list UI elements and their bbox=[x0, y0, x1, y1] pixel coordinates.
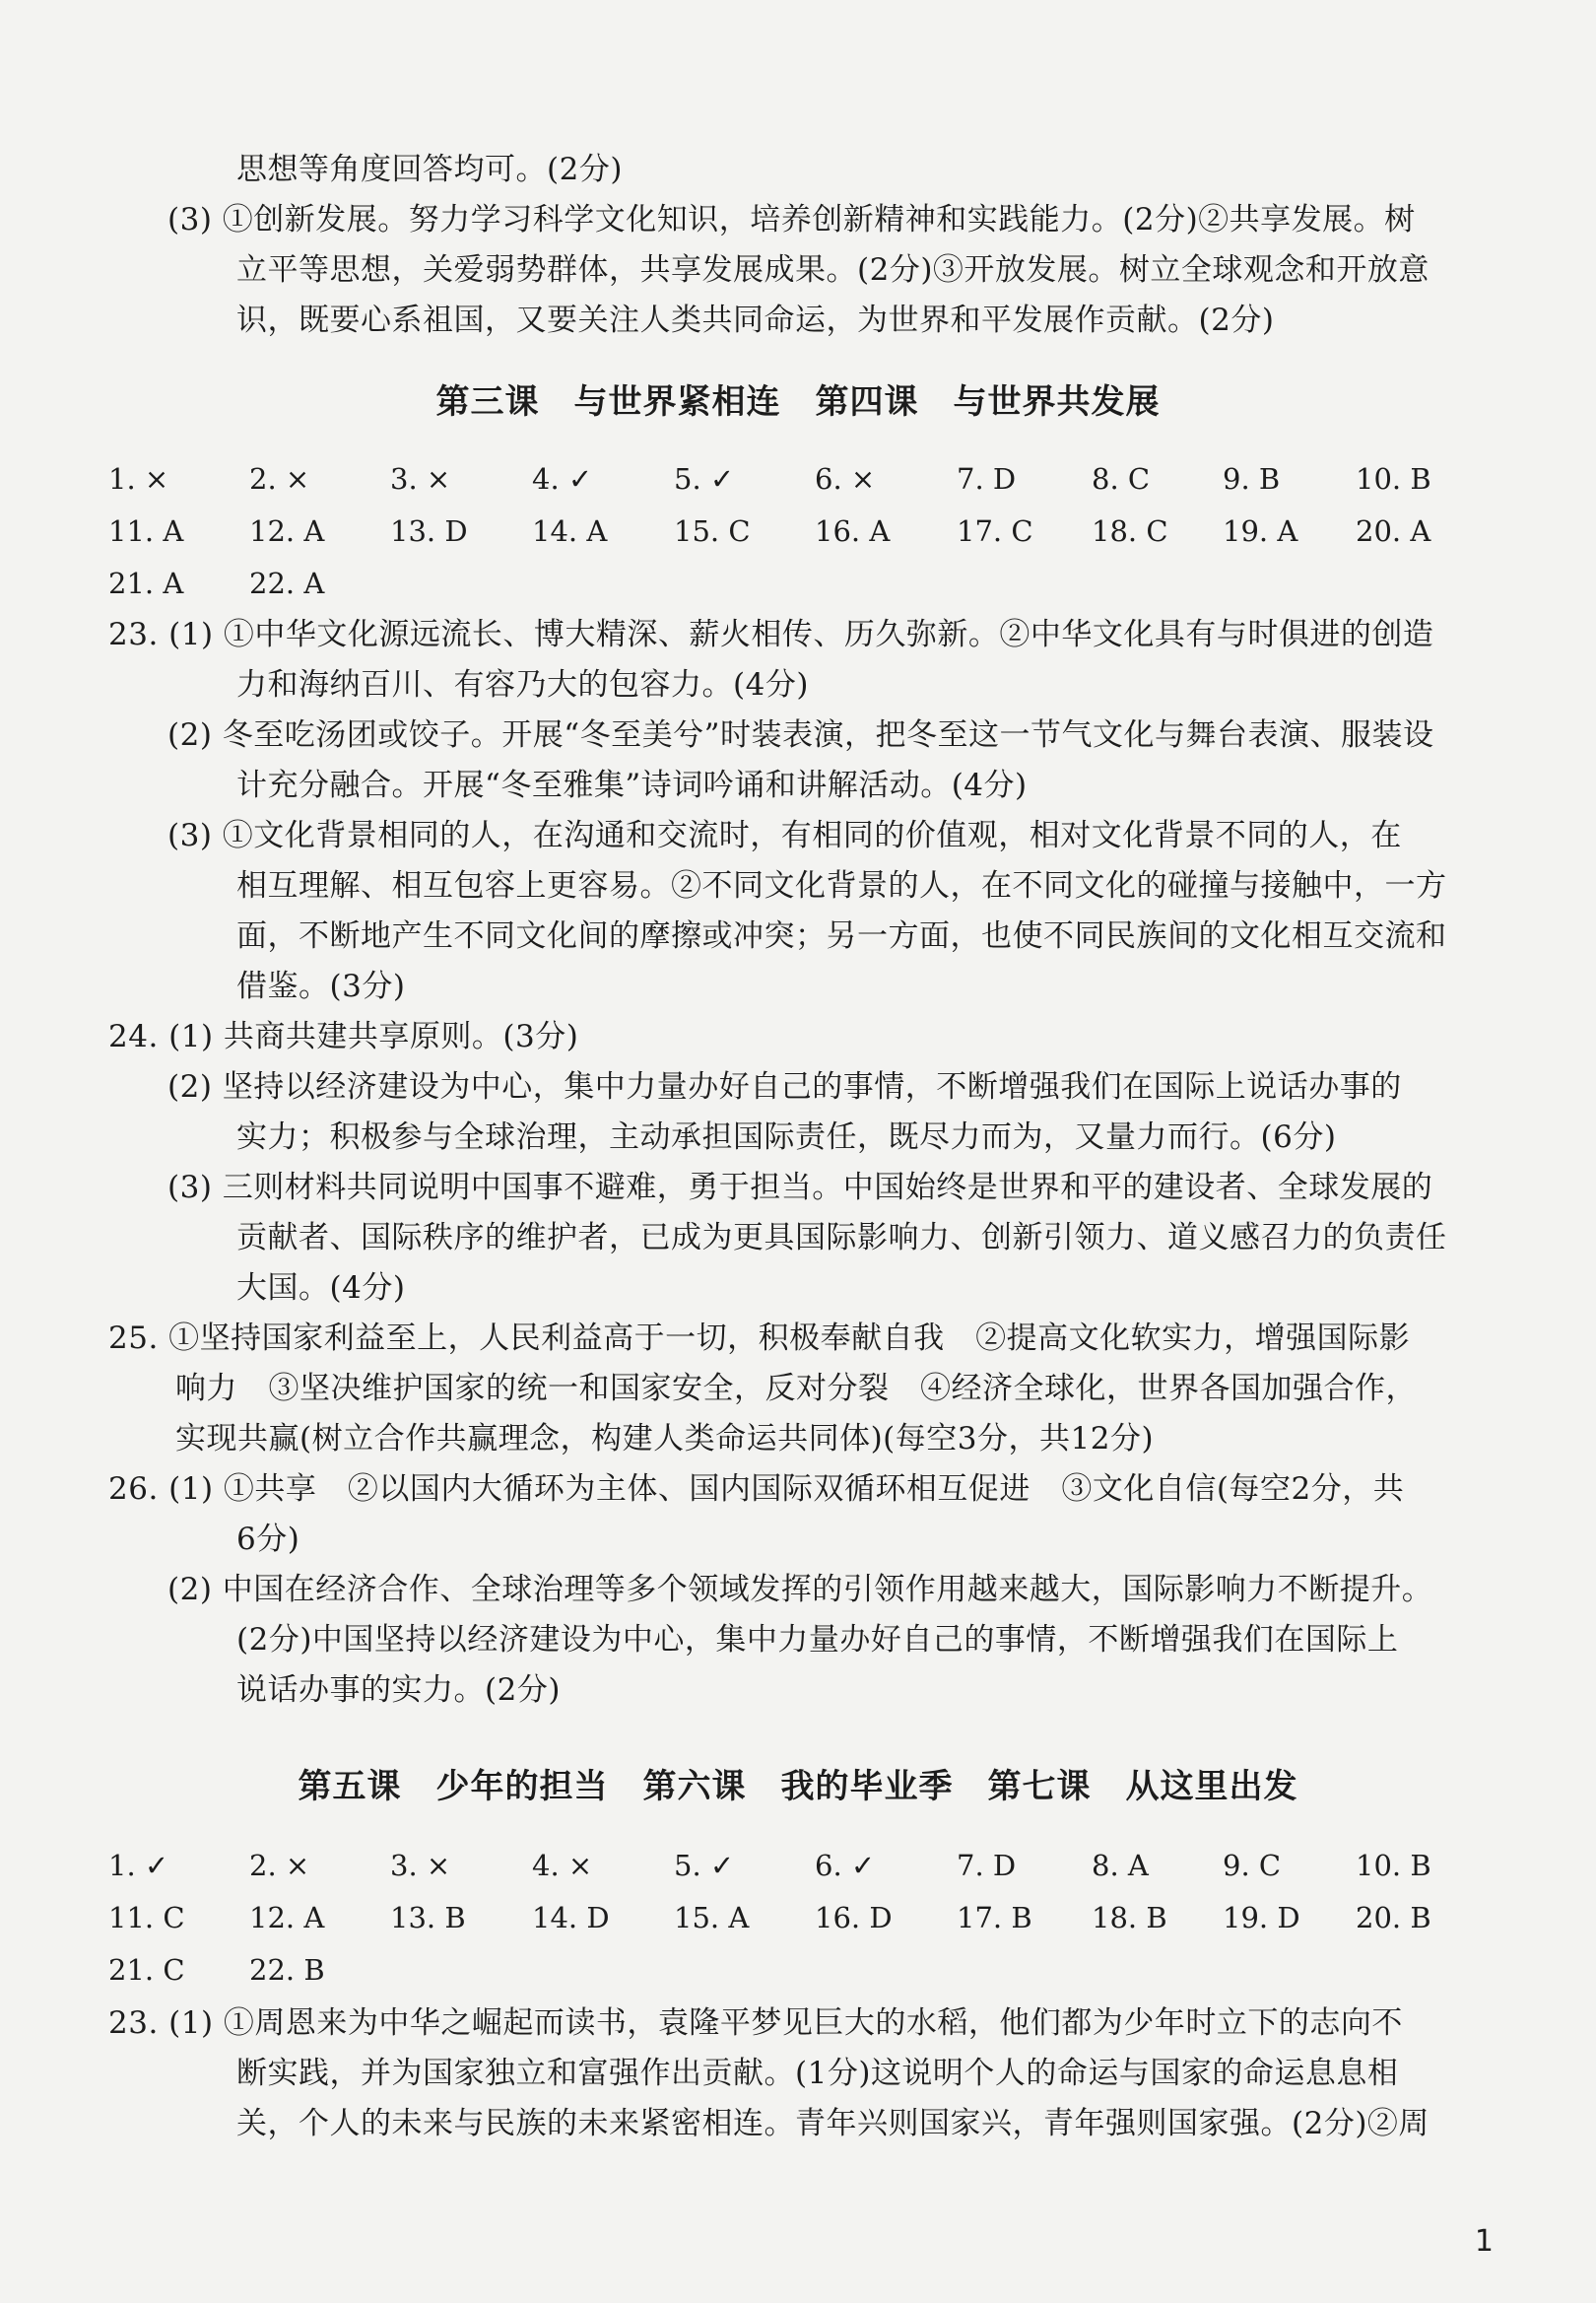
answer-item: 16. D bbox=[815, 1901, 893, 1934]
answer-item: 20. B bbox=[1356, 1901, 1431, 1934]
answer-item: 11. C bbox=[108, 1901, 185, 1934]
answer-item: 1. × bbox=[108, 462, 169, 496]
top-line: 立平等思想，关爱弱势群体，共享发展成果。(2分)③开放发展。树立全球观念和开放意 bbox=[236, 252, 1430, 288]
answer-item: 5. ✓ bbox=[674, 462, 735, 496]
answer-item: 8. C bbox=[1092, 462, 1151, 496]
answer-item: 13. D bbox=[390, 514, 468, 548]
answer-item: 12. A bbox=[249, 514, 325, 548]
answer-item: 12. A bbox=[249, 1901, 325, 1934]
answer-item: 14. A bbox=[532, 514, 608, 548]
s1-line: 实现共赢(树立合作共赢理念，构建人类命运共同体)(每空3分，共12分) bbox=[175, 1421, 1155, 1456]
s1-line: 25. ①坚持国家利益至上，人民利益高于一切，积极奉献自我 ②提高文化软实力，增强国际影 bbox=[108, 1321, 1411, 1356]
s1-line: 实力；积极参与全球治理，主动承担国际责任，既尽力而为，又量力而行。(6分) bbox=[236, 1119, 1337, 1155]
s2-line: 断实践，并为国家独立和富强作出贡献。(1分)这说明个人的命运与国家的命运息息相 bbox=[236, 2056, 1399, 2091]
s1-line: (3) ①文化背景相同的人，在沟通和交流时，有相同的价值观，相对文化背景不同的人，在 bbox=[167, 818, 1402, 853]
answer-item: 14. D bbox=[532, 1901, 610, 1934]
page-number: 1 bbox=[1474, 2224, 1494, 2259]
s1-line: (2) 冬至吃汤团或饺子。开展“冬至美兮”时装表演，把冬至这一节气文化与舞台表演、服装设 bbox=[167, 717, 1434, 753]
s1-line: 6分) bbox=[236, 1522, 300, 1557]
s1-line: 23. (1) ①中华文化源远流长、博大精深、薪火相传、历久弥新。②中华文化具有与时俱进的创造 bbox=[108, 617, 1434, 652]
answer-item: 7. D bbox=[957, 462, 1017, 496]
answer-item: 3. × bbox=[390, 462, 451, 496]
s1-line: 面，不断地产生不同文化间的摩擦或冲突；另一方面，也使不同民族间的文化相互交流和 bbox=[236, 918, 1447, 954]
answer-item: 19. A bbox=[1223, 514, 1298, 548]
answer-item: 21. A bbox=[108, 567, 184, 600]
s1-line: (2) 中国在经济合作、全球治理等多个领域发挥的引领作用越来越大，国际影响力不断提升。 bbox=[167, 1572, 1433, 1607]
answer-item: 10. B bbox=[1356, 1849, 1431, 1882]
s1-line: 响力 ③坚决维护国家的统一和国家安全，反对分裂 ④经济全球化，世界各国加强合作， bbox=[175, 1371, 1417, 1406]
s1-line: 大国。(4分) bbox=[236, 1270, 406, 1306]
answer-item: 3. × bbox=[390, 1849, 451, 1882]
answer-item: 20. A bbox=[1356, 514, 1431, 548]
top-line: (3) ①创新发展。努力学习科学文化知识，培养创新精神和实践能力。(2分)②共享发展。树 bbox=[167, 202, 1416, 237]
answer-item: 15. A bbox=[674, 1901, 750, 1934]
answer-item: 17. B bbox=[957, 1901, 1032, 1934]
answer-item: 18. C bbox=[1092, 514, 1168, 548]
s1-line: 相互理解、相互包容上更容易。②不同文化背景的人，在不同文化的碰撞与接触中，一方 bbox=[236, 868, 1447, 904]
answer-item: 10. B bbox=[1356, 462, 1431, 496]
s1-line: 24. (1) 共商共建共享原则。(3分) bbox=[108, 1019, 579, 1054]
answer-item: 22. B bbox=[249, 1953, 325, 1987]
section-1-title: 第三课 与世界紧相连 第四课 与世界共发展 bbox=[435, 382, 1161, 422]
answer-item: 19. D bbox=[1223, 1901, 1300, 1934]
answer-item: 4. ✓ bbox=[532, 462, 593, 496]
s1-line: 借鉴。(3分) bbox=[236, 969, 406, 1004]
answer-item: 2. × bbox=[249, 462, 310, 496]
top-line: 思想等角度回答均可。(2分) bbox=[236, 152, 623, 187]
answer-item: 21. C bbox=[108, 1953, 185, 1987]
answer-item: 13. B bbox=[390, 1901, 466, 1934]
answer-item: 18. B bbox=[1092, 1901, 1167, 1934]
answer-item: 6. ✓ bbox=[815, 1849, 876, 1882]
s1-line: 力和海纳百川、有容乃大的包容力。(4分) bbox=[236, 667, 809, 703]
answer-item: 6. × bbox=[815, 462, 876, 496]
s2-line: 23. (1) ①周恩来为中华之崛起而读书，袁隆平梦见巨大的水稻，他们都为少年时立下的志向不 bbox=[108, 2005, 1403, 2041]
s1-line: (3) 三则材料共同说明中国事不避难，勇于担当。中国始终是世界和平的建设者、全球发展的 bbox=[167, 1170, 1433, 1205]
s1-line: 26. (1) ①共享 ②以国内大循环为主体、国内国际双循环相互促进 ③文化自信(每空2分，共 bbox=[108, 1471, 1405, 1507]
answer-item: 9. B bbox=[1223, 462, 1281, 496]
top-line: 识，既要心系祖国，又要关注人类共同命运，为世界和平发展作贡献。(2分) bbox=[236, 303, 1275, 338]
answer-item: 8. A bbox=[1092, 1849, 1149, 1882]
answer-item: 16. A bbox=[815, 514, 891, 548]
answer-item: 7. D bbox=[957, 1849, 1017, 1882]
s1-line: 说话办事的实力。(2分) bbox=[236, 1672, 561, 1708]
answer-item: 22. A bbox=[249, 567, 325, 600]
answer-item: 2. × bbox=[249, 1849, 310, 1882]
answer-item: 15. C bbox=[674, 514, 751, 548]
answer-item: 4. × bbox=[532, 1849, 593, 1882]
s2-line: 关，个人的未来与民族的未来紧密相连。青年兴则国家兴，青年强则国家强。(2分)②周 bbox=[236, 2106, 1430, 2141]
answer-item: 11. A bbox=[108, 514, 184, 548]
section-2-title: 第五课 少年的担当 第六课 我的毕业季 第七课 从这里出发 bbox=[298, 1767, 1298, 1806]
answer-item: 1. ✓ bbox=[108, 1849, 169, 1882]
s1-line: 贡献者、国际秩序的维护者，已成为更具国际影响力、创新引领力、道义感召力的负责任 bbox=[236, 1220, 1447, 1255]
answer-item: 9. C bbox=[1223, 1849, 1282, 1882]
answer-item: 17. C bbox=[957, 514, 1033, 548]
s1-line: (2) 坚持以经济建设为中心，集中力量办好自己的事情，不断增强我们在国际上说话办事的 bbox=[167, 1069, 1402, 1105]
answer-item: 5. ✓ bbox=[674, 1849, 735, 1882]
s1-line: 计充分融合。开展“冬至雅集”诗词吟诵和讲解活动。(4分) bbox=[236, 768, 1028, 803]
s1-line: (2分)中国坚持以经济建设为中心，集中力量办好自己的事情，不断增强我们在国际上 bbox=[236, 1622, 1399, 1658]
